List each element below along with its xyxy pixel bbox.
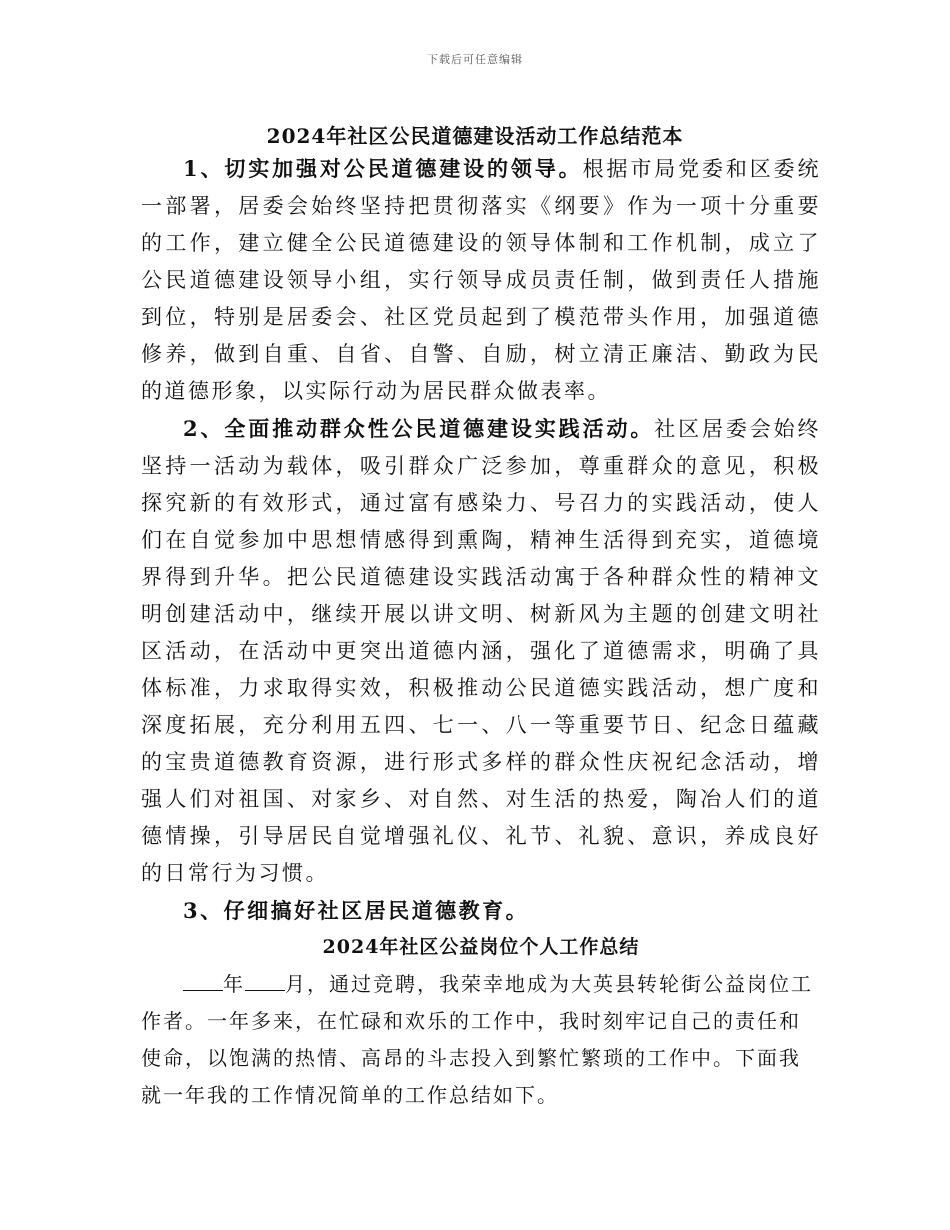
year-char: 年 <box>223 972 245 996</box>
section-1-text: 根据市局党委和区委统一部署，居委会始终坚持把贯彻落实《纲要》作为一项十分重要的工作，建立健全公民道德建设的领导体制和工作机制，成立了公民道德建设领导小组，实行领导成员责任制，做到责任人措施到位，特别是居委会、社区党员起到了模范带头作用，加强道德修养，做到自重、自省、自警、自励，树立清正廉洁、勤政为民的道德形象，以实际行动为居民群众做表率。 <box>141 157 821 403</box>
section-1-paragraph <box>141 150 821 410</box>
second-document-paragraph <box>141 966 821 1114</box>
second-document-text: ，通过竞聘，我荣幸地成为大英县转轮街公益岗位工作者。一年多来，在忙碌和欢乐的工作中，我时刻牢记自己的责任和使命，以饱满的热情、高昂的斗志投入到繁忙繁琐的工作中。下面我就一年我的工作情况简单的工作总结如下。 <box>141 972 813 1107</box>
section-3-lead: 3、仔细搞好社区居民道德教育。 <box>183 898 530 923</box>
section-2-lead: 2、全面推动群众性公民道德建设实践活动。 <box>183 416 655 441</box>
section-2-paragraph <box>141 410 821 892</box>
document-title: 2024年社区公民道德建设活动工作总结范本 <box>266 124 684 148</box>
month-char: 月 <box>285 972 307 996</box>
section-2-text: 社区居委会始终坚持一活动为载体，吸引群众广泛参加，尊重群众的意见，积极探究新的有效形式，通过富有感染力、号召力的实践活动，使人们在自觉参加中思想情感得到熏陶，精神生活得到充实，道德境界得到升华。把公民道德建设实践活动寓于各种群众性的精神文明创建活动中，继续开展以讲文明、树新风为主题的创建文明社区活动，在活动中更突出道德内涵，强化了道德需求，明确了具体标准，力求取得实效，积极推动公民道德实践活动，想广度和深度拓展，充分利用五四、七一、八一等重要节日、纪念日蕴藏的宝贵道德教育资源，进行形式多样的群众性庆祝纪念活动，增强人们对祖国、对家乡、对自然、对生活的热爱，陶冶人们的道德情操，引导居民自觉增强礼仪、礼节、礼貌、意识，养成良好的日常行为习惯。 <box>141 417 821 885</box>
month-blank <box>245 970 285 991</box>
year-blank <box>183 970 223 991</box>
header-note: 下载后可任意编辑 <box>427 53 523 66</box>
document-body <box>141 150 821 1114</box>
section-1-lead: 1、切实加强对公民道德建设的领导。 <box>183 156 583 181</box>
second-document-title: 2024年社区公益岗位个人工作总结 <box>322 936 640 958</box>
